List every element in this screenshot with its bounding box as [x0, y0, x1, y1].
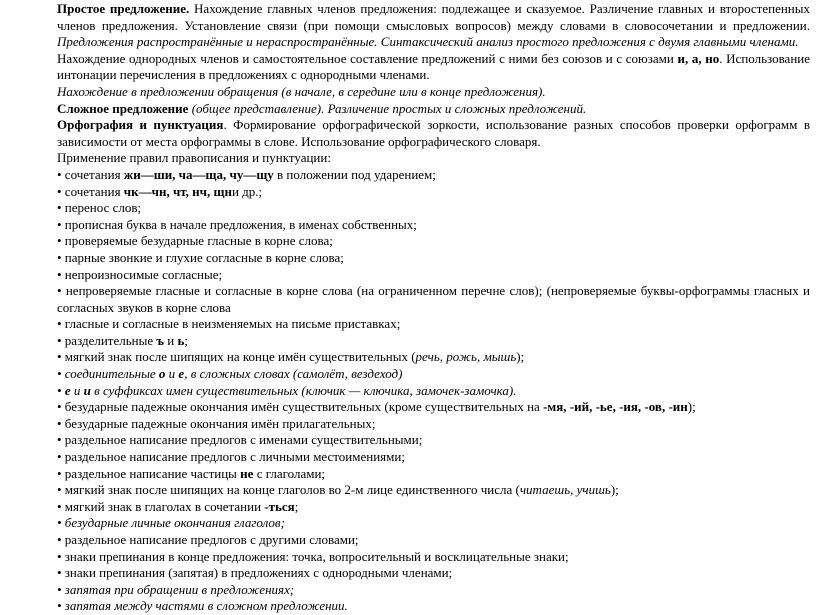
- list-item: • знаки препинания (запятая) в предложениях с однородными членами;: [57, 565, 453, 581]
- text-run: • мягкий знак после шипящих на конце глаголов во 2-м лице единственного числа (: [57, 482, 520, 498]
- italic-run: (общее представление). Различение простых и сложных предложений.: [188, 100, 587, 116]
- bold-conjunctions: и, а, но: [677, 50, 720, 66]
- text-run: и: [163, 332, 178, 348]
- list-item: [57, 482, 810, 499]
- text-run: в суффиксах имен существительных (ключик — ключика, замочек-замочка).: [90, 382, 517, 398]
- text-run: • безударные падежные окончания имён существительных (кроме существительных на: [57, 399, 544, 415]
- text-run: • разделительные: [57, 332, 157, 348]
- text-run: );: [516, 349, 525, 365]
- paragraph-simple-sentence: [57, 1, 810, 51]
- italic-run: Предложения распространённые и нераспространённые. Синтаксический анализ простого предложения с двумя главными членами.: [57, 34, 799, 50]
- paragraph-address: [57, 84, 810, 101]
- list-item: • раздельное написание предлогов с личными местоимениями;: [57, 449, 405, 465]
- list-item: • проверяемые безударные гласные в корне слова;: [57, 233, 333, 249]
- list-item: • гласные и согласные в неизменяемых на письме приставках;: [57, 316, 401, 332]
- list-item: • непроизносимые согласные;: [57, 266, 223, 282]
- list-item: [57, 333, 810, 350]
- paragraph-complex-sentence: [57, 101, 810, 118]
- bold-run: е: [178, 366, 185, 382]
- bold-run: е: [64, 382, 71, 398]
- list-item: • безударные личные окончания глаголов;: [57, 515, 285, 531]
- bold-run: о: [158, 366, 166, 382]
- list-item: [57, 383, 810, 400]
- text-run: ;: [184, 332, 188, 348]
- list-item: • парные звонкие и глухие согласные в корне слова;: [57, 249, 344, 265]
- bold-run: ъ: [156, 332, 164, 348]
- list-item: • раздельное написание предлогов с другими словами;: [57, 532, 359, 547]
- list-item: • раздельное написание предлогов с именами существительными;: [57, 432, 423, 448]
- paragraph-rules-intro: Применение правил правописания и пунктуации:: [57, 150, 331, 166]
- text-run: Нахождение главных членов предложения: подлежащее и сказуемое. Различение главных и второстепенных членов предложения. Установление связи (при помощи смысловых вопросов) между словами в словосочетании и предложении.: [57, 1, 810, 33]
- text-run: • мягкий знак в глаголах в сочетании: [57, 498, 265, 514]
- bold-run: -мя, -ий, -ье, -ия, -ов, -ин: [543, 399, 688, 415]
- text-run: • мягкий знак после шипящих на конце имён существительных (: [57, 349, 416, 365]
- italic-run: Нахождение в предложении обращения (в начале, в середине или в конце предложения).: [57, 83, 546, 99]
- text-run: и: [70, 382, 84, 398]
- bold-run: чк—чн, чт, нч, щн: [123, 183, 232, 199]
- text-run: ;: [294, 498, 299, 514]
- text-run: . Формирование орфографической зоркости, использование разных способов проверки орфограмм в зависимости от места орфограммы в слове. Использование орфографического словаря.: [57, 117, 810, 149]
- text-run: • сочетания: [57, 166, 124, 182]
- list-item: • запятая между частями в сложном предложении.: [57, 598, 348, 614]
- text-run: , в сложных словах (самолёт, вездеход): [184, 366, 403, 382]
- list-item: [57, 167, 810, 184]
- text-run: и др.;: [231, 183, 263, 199]
- text-run: в положении под ударением;: [273, 166, 436, 182]
- list-item: [57, 466, 810, 483]
- text-run: • соединительные: [57, 366, 159, 382]
- list-item: [57, 499, 810, 516]
- bold-run: -ться: [264, 498, 295, 514]
- text-run: );: [610, 482, 619, 498]
- heading-complex-sentence: Сложное предложение: [57, 100, 189, 116]
- text-run: );: [687, 399, 696, 415]
- heading-orthography: Орфография и пунктуация: [57, 117, 224, 133]
- text-run: •: [57, 382, 65, 398]
- heading-simple-sentence: Простое предложение.: [57, 1, 190, 16]
- bold-run: жи—ши, ча—ща, чу—щу: [123, 166, 274, 182]
- bold-run: ь: [177, 332, 185, 348]
- text-run: и: [165, 366, 179, 382]
- paragraph-homogeneous-members: [57, 51, 810, 84]
- text-run: . Использование интонации перечисления в предложениях с однородными членами.: [57, 50, 811, 83]
- italic-run: читаешь, учишь: [519, 482, 611, 498]
- list-item: [57, 366, 810, 383]
- list-item: • прописная буква в начале предложения, в именах собственных;: [57, 216, 417, 232]
- document-body: [57, 1, 810, 615]
- list-item: [57, 399, 810, 416]
- list-item: • безударные падежные окончания имён прилагательных;: [57, 415, 376, 431]
- italic-run: речь, рожь, мышь: [415, 349, 517, 365]
- list-item: • знаки препинания в конце предложения: точка, вопросительный и восклицательные знаки;: [57, 548, 569, 564]
- list-item: [57, 184, 810, 201]
- bold-run: не: [240, 465, 254, 481]
- text-run: • раздельное написание частицы: [57, 465, 241, 481]
- bold-run: и: [83, 382, 91, 398]
- paragraph-orthography: [57, 117, 810, 150]
- text-run: Нахождение однородных членов и самостоятельное составление предложений с ними без союзов и с союзами: [57, 50, 678, 66]
- list-item: • непроверяемые гласные и согласные в корне слова (на ограниченном перечне слов); (непроверяемые буквы-орфограммы гласных и согласных звуков в корне слова: [57, 283, 810, 315]
- text-run: • сочетания: [57, 183, 124, 199]
- list-item: • перенос слов;: [57, 200, 142, 216]
- list-item: • запятая при обращении в предложениях;: [57, 581, 295, 597]
- list-item: [57, 349, 810, 366]
- text-run: с глаголами;: [253, 465, 326, 481]
